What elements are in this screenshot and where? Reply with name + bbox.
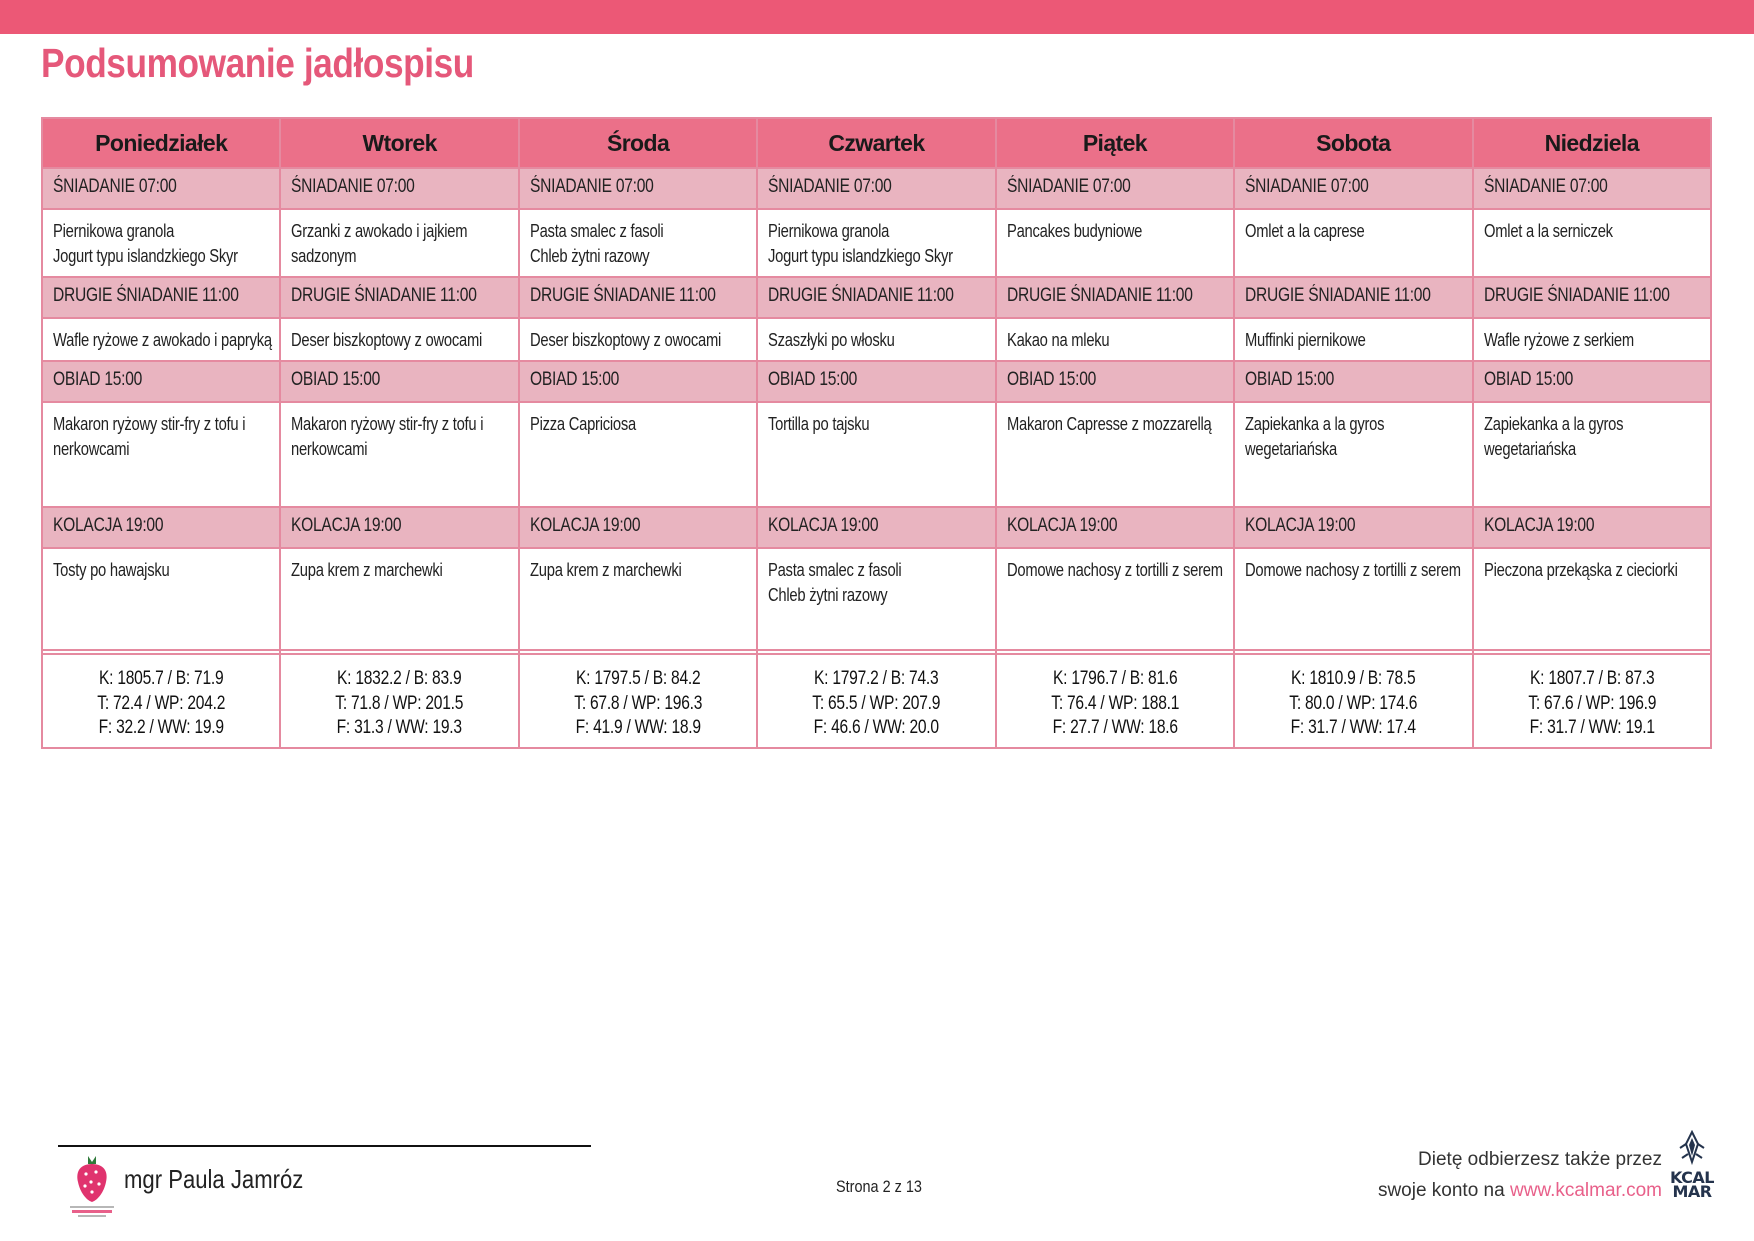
dish-name: Piernikowa granola (768, 221, 890, 241)
dish-name: wegetariańska (1245, 439, 1338, 459)
nutrition-value: F: 32.2 / WW: 19.9 (98, 717, 224, 738)
meal-label: ŚNIADANIE 07:00 (1483, 176, 1608, 197)
dish-name: Tosty po hawajsku (53, 560, 170, 580)
dish-name: Kakao na mleku (1006, 330, 1110, 350)
meal-label-cell (519, 507, 757, 548)
nutrition-summary-cell (519, 654, 757, 748)
dish-name: Tortilla po tajsku (768, 414, 870, 434)
dish-name: Wafle ryżowe z awokado i papryką (53, 330, 272, 350)
dish-cell (1473, 318, 1711, 361)
meal-label-cell (519, 361, 757, 402)
nutrition-summary-row (42, 654, 1711, 748)
meal-label: KOLACJA 19:00 (1006, 515, 1117, 536)
nutrition-value: F: 31.7 / WW: 19.1 (1529, 717, 1655, 738)
dish-row (42, 402, 1711, 507)
meal-label: OBIAD 15:00 (1006, 369, 1096, 390)
nutrition-value: T: 76.4 / WP: 188.1 (1050, 692, 1179, 714)
meal-label-cell (42, 168, 280, 209)
dish-cell (1234, 402, 1472, 507)
dish-row (42, 209, 1711, 277)
meal-label-row (42, 361, 1711, 402)
table-body (42, 168, 1711, 748)
meal-label-cell (42, 507, 280, 548)
dish-row (42, 318, 1711, 361)
table-header-row (42, 118, 1711, 168)
dish-name: Chleb żytni razowy (529, 246, 650, 266)
meal-label: DRUGIE ŚNIADANIE 11:00 (768, 285, 954, 306)
promo-line-1: Dietę odbierzesz także przez (1418, 1149, 1662, 1170)
kcalmar-logo-word-bottom: MAR (1672, 1182, 1712, 1201)
nutrition-value: F: 31.7 / WW: 17.4 (1290, 717, 1416, 738)
dish-name: Domowe nachosy z tortilli z serem (1245, 560, 1461, 580)
day-header: Czwartek (757, 118, 995, 168)
day-header: Piątek (996, 118, 1234, 168)
nutrition-value: K: 1797.5 / B: 84.2 (575, 668, 701, 689)
dish-name: Zupa krem z marchewki (529, 560, 682, 580)
meal-label: OBIAD 15:00 (291, 369, 381, 390)
meal-label: ŚNIADANIE 07:00 (291, 176, 416, 197)
dish-name: Deser biszkoptowy z owocami (529, 330, 721, 350)
nutrition-summary-cell (757, 654, 995, 748)
nutrition-value: T: 67.8 / WP: 196.3 (574, 692, 702, 714)
nutrition-value: K: 1805.7 / B: 71.9 (99, 668, 224, 689)
menu-summary-table (41, 117, 1712, 749)
dish-cell (42, 548, 280, 650)
dish-cell (757, 402, 995, 507)
meal-label-cell (757, 277, 995, 318)
page-number: Strona 2 z 13 (836, 1177, 922, 1196)
dish-cell (1473, 402, 1711, 507)
meal-label-cell (519, 277, 757, 318)
dish-cell (1473, 548, 1711, 650)
dish-cell (996, 548, 1234, 650)
author-name: mgr Paula Jamróz (124, 1164, 304, 1194)
dish-name: sadzonym (291, 246, 357, 266)
page-title: Podsumowanie jadłospisu (41, 40, 474, 86)
meal-label-row (42, 168, 1711, 209)
meal-label: OBIAD 15:00 (529, 369, 619, 390)
strawberry-logo-icon (64, 1152, 120, 1218)
meal-label: DRUGIE ŚNIADANIE 11:00 (53, 285, 239, 306)
nutrition-value: K: 1832.2 / B: 83.9 (337, 668, 462, 689)
dish-name: Zapiekanka a la gyros (1245, 414, 1385, 434)
meal-label-row (42, 507, 1711, 548)
promo-line-2-text: swoje konto na (1377, 1180, 1505, 1201)
kcalmar-emblem-icon (1668, 1130, 1716, 1166)
meal-label: KOLACJA 19:00 (1245, 515, 1356, 536)
meal-label-cell (757, 507, 995, 548)
meal-label-cell (280, 507, 518, 548)
dish-cell (519, 209, 757, 277)
dish-name: Jogurt typu islandzkiego Skyr (53, 246, 238, 266)
kcalmar-logo-word-top: KCAL (1670, 1168, 1714, 1187)
dish-cell (1234, 318, 1472, 361)
meal-label-cell (1473, 277, 1711, 318)
day-header: Środa (519, 118, 757, 168)
dish-row (42, 548, 1711, 650)
meal-label-cell (996, 507, 1234, 548)
kcalmar-link[interactable]: www.kcalmar.com (1509, 1180, 1662, 1201)
dish-name: Makaron Capresse z mozzarellą (1006, 414, 1212, 434)
nutrition-value: K: 1810.9 / B: 78.5 (1291, 668, 1416, 689)
nutrition-value: K: 1807.7 / B: 87.3 (1529, 668, 1654, 689)
kcalmar-logo (1668, 1130, 1716, 1202)
footer-divider (58, 1145, 591, 1147)
meal-label-cell (996, 361, 1234, 402)
meal-label: DRUGIE ŚNIADANIE 11:00 (1483, 285, 1670, 306)
meal-label: KOLACJA 19:00 (1483, 515, 1594, 536)
nutrition-value: T: 71.8 / WP: 201.5 (335, 692, 464, 714)
nutrition-summary-cell (1234, 654, 1472, 748)
nutrition-summary-cell (42, 654, 280, 748)
dish-name: Zapiekanka a la gyros (1483, 414, 1623, 434)
meal-label-cell (280, 277, 518, 318)
promo-text (1378, 1144, 1662, 1206)
nutrition-summary-cell (1473, 654, 1711, 748)
meal-label: ŚNIADANIE 07:00 (53, 176, 177, 197)
dish-cell (1234, 548, 1472, 650)
meal-label-cell (1473, 507, 1711, 548)
dish-cell (996, 402, 1234, 507)
meal-label-cell (757, 361, 995, 402)
dish-cell (42, 318, 280, 361)
nutrition-value: T: 67.6 / WP: 196.9 (1527, 692, 1656, 714)
meal-label-cell (1234, 277, 1472, 318)
dish-name: Omlet a la serniczek (1483, 221, 1613, 241)
meal-label-row (42, 277, 1711, 318)
dish-cell (996, 209, 1234, 277)
dish-cell (519, 318, 757, 361)
meal-label: OBIAD 15:00 (1483, 369, 1573, 390)
meal-label-cell (280, 168, 518, 209)
nutrition-value: F: 41.9 / WW: 18.9 (575, 717, 701, 738)
dish-name: nerkowcami (53, 439, 130, 459)
day-header: Niedziela (1473, 118, 1711, 168)
meal-label: KOLACJA 19:00 (529, 515, 641, 536)
dish-name: Pancakes budyniowe (1006, 221, 1142, 241)
dish-name: nerkowcami (291, 439, 368, 459)
meal-label-cell (42, 277, 280, 318)
day-header: Wtorek (280, 118, 518, 168)
meal-label: OBIAD 15:00 (768, 369, 858, 390)
nutrition-value: F: 31.3 / WW: 19.3 (337, 717, 463, 738)
promo-line-2 (1378, 1175, 1662, 1206)
day-header: Sobota (1234, 118, 1472, 168)
meal-label-cell (1473, 168, 1711, 209)
dish-cell (1473, 209, 1711, 277)
meal-label-cell (280, 361, 518, 402)
dish-name: Domowe nachosy z tortilli z serem (1006, 560, 1223, 580)
dish-name: Pieczona przekąska z cieciorki (1483, 560, 1678, 580)
meal-label: OBIAD 15:00 (53, 369, 143, 390)
dish-cell (757, 209, 995, 277)
dish-cell (519, 402, 757, 507)
nutrition-value: F: 27.7 / WW: 18.6 (1052, 717, 1178, 738)
meal-label: KOLACJA 19:00 (768, 515, 879, 536)
dish-name: Zupa krem z marchewki (291, 560, 443, 580)
meal-label-cell (757, 168, 995, 209)
dish-name: Pasta smalec z fasoli (529, 221, 664, 241)
dish-name: Makaron ryżowy stir-fry z tofu i (291, 414, 484, 434)
meal-label-cell (1473, 361, 1711, 402)
nutrition-summary-cell (280, 654, 518, 748)
meal-label: ŚNIADANIE 07:00 (529, 176, 654, 197)
nutrition-summary-cell (996, 654, 1234, 748)
meal-label-cell (996, 168, 1234, 209)
meal-label-cell (42, 361, 280, 402)
dish-name: Wafle ryżowe z serkiem (1483, 330, 1634, 350)
meal-label-cell (519, 168, 757, 209)
nutrition-value: T: 72.4 / WP: 204.2 (97, 692, 226, 714)
nutrition-value: T: 80.0 / WP: 174.6 (1289, 692, 1418, 714)
dish-cell (280, 209, 518, 277)
meal-label: ŚNIADANIE 07:00 (768, 176, 892, 197)
dish-name: Pasta smalec z fasoli (768, 560, 902, 580)
dish-name: Muffinki piernikowe (1245, 330, 1366, 350)
meal-label-cell (1234, 507, 1472, 548)
dish-name: Piernikowa granola (53, 221, 175, 241)
dish-name: Pizza Capriciosa (529, 414, 636, 434)
meal-label: DRUGIE ŚNIADANIE 11:00 (1006, 285, 1193, 306)
dish-cell (280, 318, 518, 361)
dish-cell (757, 548, 995, 650)
dish-name: Chleb żytni razowy (768, 585, 888, 605)
dish-cell (280, 402, 518, 507)
meal-label-cell (1234, 168, 1472, 209)
meal-label: ŚNIADANIE 07:00 (1006, 176, 1131, 197)
meal-label-cell (996, 277, 1234, 318)
nutrition-value: K: 1796.7 / B: 81.6 (1052, 668, 1178, 689)
nutrition-value: T: 65.5 / WP: 207.9 (812, 692, 941, 714)
dish-name: Grzanki z awokado i jajkiem (291, 221, 468, 241)
dish-name: Deser biszkoptowy z owocami (291, 330, 483, 350)
meal-label: OBIAD 15:00 (1245, 369, 1335, 390)
dish-cell (519, 548, 757, 650)
meal-label-cell (1234, 361, 1472, 402)
dish-cell (757, 318, 995, 361)
meal-label: ŚNIADANIE 07:00 (1245, 176, 1369, 197)
day-header: Poniedziałek (42, 118, 280, 168)
top-accent-bar (0, 0, 1754, 34)
dish-cell (1234, 209, 1472, 277)
dish-name: Jogurt typu islandzkiego Skyr (768, 246, 954, 266)
nutrition-value: F: 46.6 / WW: 20.0 (813, 717, 940, 738)
dish-cell (42, 209, 280, 277)
meal-label: DRUGIE ŚNIADANIE 11:00 (291, 285, 478, 306)
meal-label: DRUGIE ŚNIADANIE 11:00 (1245, 285, 1431, 306)
dish-cell (42, 402, 280, 507)
dish-name: Szaszłyki po włosku (768, 330, 895, 350)
dish-name: Omlet a la caprese (1245, 221, 1365, 241)
dish-name: Makaron ryżowy stir-fry z tofu i (53, 414, 246, 434)
meal-label: KOLACJA 19:00 (53, 515, 164, 536)
nutrition-value: K: 1797.2 / B: 74.3 (814, 668, 939, 689)
dish-cell (280, 548, 518, 650)
dish-cell (996, 318, 1234, 361)
meal-label: KOLACJA 19:00 (291, 515, 402, 536)
dish-name: wegetariańska (1483, 439, 1576, 459)
meal-label: DRUGIE ŚNIADANIE 11:00 (529, 285, 716, 306)
